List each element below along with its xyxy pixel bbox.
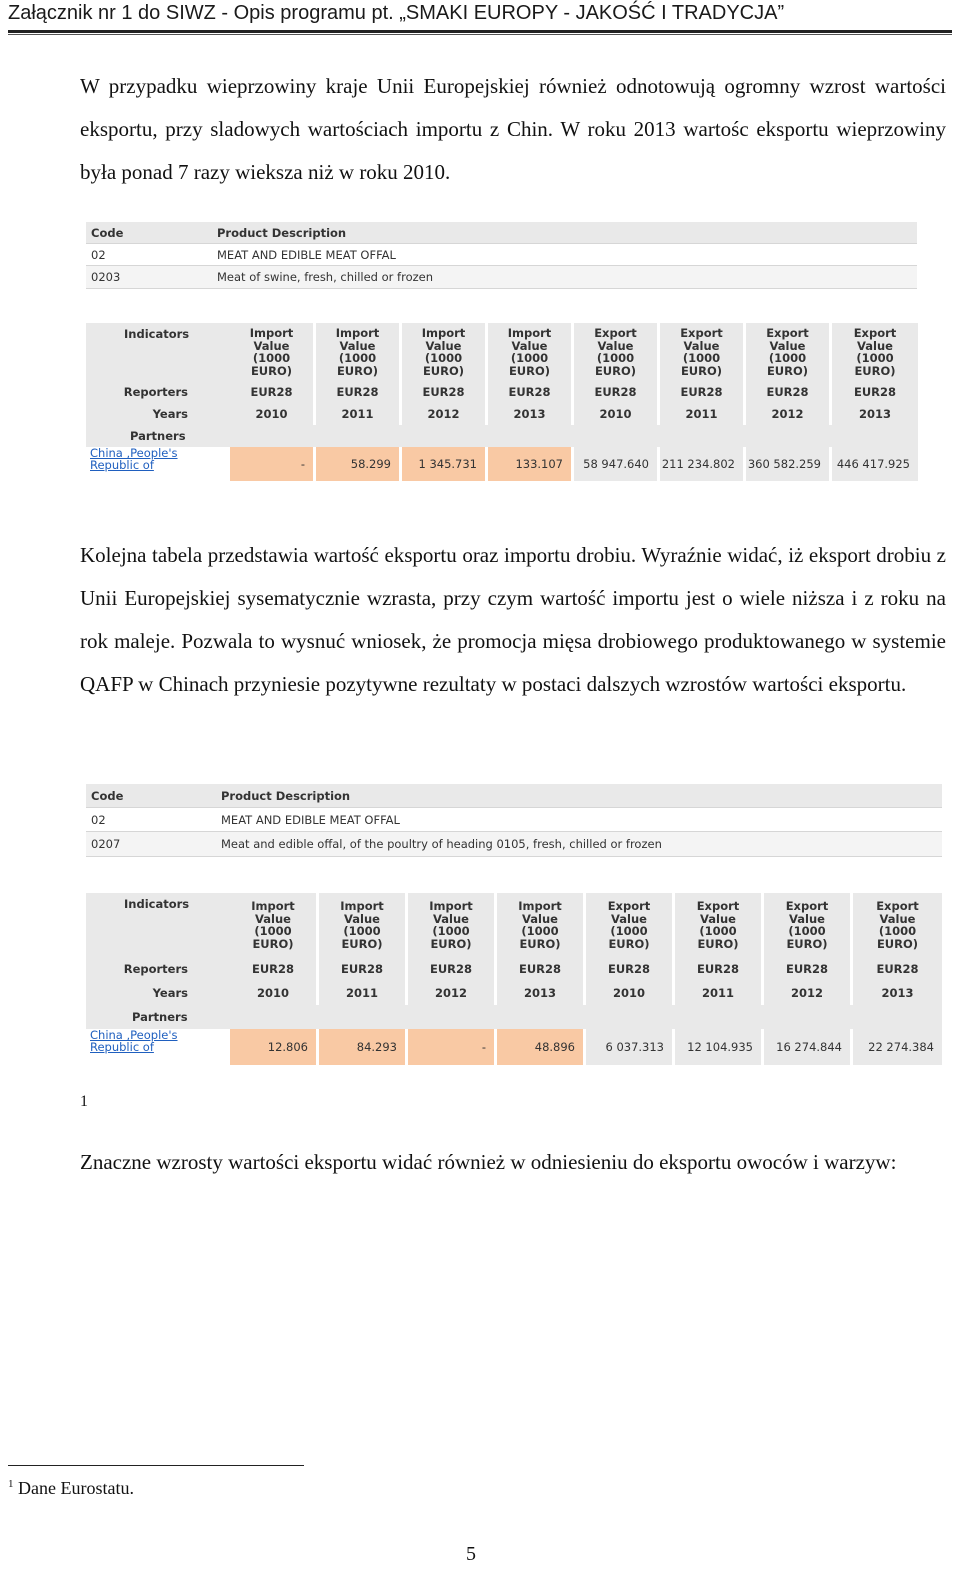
reporter-cell: EUR28 <box>402 381 488 403</box>
data-cell: 446 417.925 <box>832 447 918 481</box>
column-indicator: Import Value (1000 EURO) <box>408 893 497 957</box>
indicators-label: Indicators <box>86 323 230 381</box>
paragraph-pork: W przypadku wieprzowiny kraje Unii Europejskiej również odnotowują ogromny wzrost wartości eksportu, przy sladowych wartościach importu z Chin. W roku 2013 wartośc eksportu wieprzowiny była ponad 7 razy wieksza niż w roku 2010. <box>80 74 946 184</box>
reporter-cell: EUR28 <box>574 381 660 403</box>
year-cell: 2011 <box>319 981 408 1005</box>
footnote-reference: 1 <box>80 1093 88 1110</box>
paragraph-fruit-vegetables: Znaczne wzrosty wartości eksportu widać również w odniesieniu do eksportu owoców i warzyw: <box>80 1150 897 1174</box>
year-cell: 2012 <box>402 403 488 425</box>
year-cell: 2010 <box>574 403 660 425</box>
year-cell: 2012 <box>764 981 853 1005</box>
year-cell: 2013 <box>497 981 586 1005</box>
year-cell: 2011 <box>660 403 746 425</box>
reporters-label: Reporters <box>86 957 230 981</box>
code-cell: 0207 <box>91 837 121 851</box>
column-indicator: Import Value (1000 EURO) <box>316 323 402 381</box>
code-header: Code <box>91 788 124 803</box>
column-indicator: Export Value (1000 EURO) <box>853 893 942 957</box>
partner-link[interactable]: China ,People's <box>90 1028 178 1042</box>
reporter-cell: EUR28 <box>764 957 853 981</box>
footnote-separator <box>8 1465 304 1466</box>
column-indicator: Export Value (1000 EURO) <box>586 893 675 957</box>
year-cell: 2010 <box>586 981 675 1005</box>
data-cell: 58.299 <box>316 447 402 481</box>
footnote-text: Dane Eurostatu. <box>18 1478 134 1498</box>
data-cell: 22 274.384 <box>853 1029 942 1065</box>
column-indicator: Import Value (1000 EURO) <box>230 893 319 957</box>
year-cell: 2011 <box>675 981 764 1005</box>
partners-label: Partners <box>86 425 918 447</box>
column-indicator: Export Value (1000 EURO) <box>660 323 746 381</box>
indicators-label: Indicators <box>86 893 230 957</box>
code-cell: 0203 <box>91 270 121 284</box>
reporter-cell: EUR28 <box>230 381 316 403</box>
reporter-cell: EUR28 <box>586 957 675 981</box>
year-cell: 2013 <box>488 403 574 425</box>
reporter-cell: EUR28 <box>488 381 574 403</box>
desc-header: Product Description <box>217 225 347 240</box>
code-row <box>86 808 942 832</box>
desc-cell: Meat of swine, fresh, chilled or frozen <box>217 270 434 284</box>
data-cell: 16 274.844 <box>764 1029 853 1065</box>
header-title: Załącznik nr 1 do SIWZ - Opis programu pt. „SMAKI EUROPY - JAKOŚĆ I TRADYCJA” <box>8 2 785 24</box>
column-indicator: Import Value (1000 EURO) <box>319 893 408 957</box>
partner-cell[interactable] <box>86 1029 230 1065</box>
code-row <box>86 832 942 857</box>
years-label: Years <box>86 981 230 1005</box>
page-header <box>8 0 952 34</box>
year-cell: 2013 <box>853 981 942 1005</box>
code-header: Code <box>91 225 124 240</box>
column-indicator: Export Value (1000 EURO) <box>832 323 918 381</box>
reporters-label: Reporters <box>86 381 230 403</box>
page-number: 5 <box>466 1543 476 1565</box>
column-indicator: Export Value (1000 EURO) <box>675 893 764 957</box>
column-indicator: Import Value (1000 EURO) <box>497 893 586 957</box>
product-code-table <box>86 222 917 288</box>
reporter-cell: EUR28 <box>230 957 319 981</box>
eurostat-table-poultry <box>86 784 942 1069</box>
reporter-cell: EUR28 <box>832 381 918 403</box>
data-cell: 58 947.640 <box>574 447 660 481</box>
data-cell: 133.107 <box>488 447 574 481</box>
partner-link[interactable]: Republic of <box>90 458 154 472</box>
data-cell: - <box>230 447 316 481</box>
data-cell: - <box>408 1029 497 1065</box>
year-cell: 2010 <box>230 981 319 1005</box>
desc-header: Product Description <box>221 788 351 803</box>
reporter-cell: EUR28 <box>408 957 497 981</box>
desc-cell: MEAT AND EDIBLE MEAT OFFAL <box>221 812 400 827</box>
partners-label: Partners <box>86 1005 942 1029</box>
years-label: Years <box>86 403 230 425</box>
reporter-cell: EUR28 <box>660 381 746 403</box>
partner-link[interactable]: China ,People's <box>90 446 178 460</box>
data-cell: 12 104.935 <box>675 1029 764 1065</box>
reporter-cell: EUR28 <box>853 957 942 981</box>
code-row <box>86 266 917 289</box>
column-indicator: Import Value (1000 EURO) <box>230 323 316 381</box>
code-cell: 02 <box>91 812 106 827</box>
partner-cell[interactable] <box>86 447 230 481</box>
reporter-cell: EUR28 <box>746 381 832 403</box>
code-table-header <box>86 784 942 808</box>
year-cell: 2013 <box>832 403 918 425</box>
footnote-number: 1 <box>8 1478 14 1490</box>
column-indicator: Import Value (1000 EURO) <box>488 323 574 381</box>
year-cell: 2012 <box>746 403 832 425</box>
column-indicator: Export Value (1000 EURO) <box>764 893 853 957</box>
column-indicator: Export Value (1000 EURO) <box>574 323 660 381</box>
column-indicator: Import Value (1000 EURO) <box>402 323 488 381</box>
data-cell: 360 582.259 <box>746 447 832 481</box>
code-table-header <box>86 222 917 244</box>
product-code-table <box>86 784 942 856</box>
data-cell: 1 345.731 <box>402 447 488 481</box>
reporter-cell: EUR28 <box>316 381 402 403</box>
desc-cell: Meat and edible offal, of the poultry of heading 0105, fresh, chilled or frozen <box>221 837 662 851</box>
data-cell: 84.293 <box>319 1029 408 1065</box>
data-cell: 48.896 <box>497 1029 586 1065</box>
indicator-table <box>86 323 917 485</box>
year-cell: 2012 <box>408 981 497 1005</box>
desc-cell: MEAT AND EDIBLE MEAT OFFAL <box>217 247 396 262</box>
header-rule-thin <box>8 34 952 35</box>
reporter-cell: EUR28 <box>675 957 764 981</box>
header-rule <box>8 30 952 33</box>
year-cell: 2010 <box>230 403 316 425</box>
partner-link[interactable]: Republic of <box>90 1040 154 1054</box>
data-cell: 6 037.313 <box>586 1029 675 1065</box>
indicator-table <box>86 893 942 1069</box>
column-indicator: Export Value (1000 EURO) <box>746 323 832 381</box>
eurostat-table-pork <box>86 222 917 490</box>
year-cell: 2011 <box>316 403 402 425</box>
paragraph-poultry: Kolejna tabela przedstawia wartość eksportu oraz importu drobiu. Wyraźnie widać, iż eksport drobiu z Unii Europejskiej sysematycznie wzrasta, przy czym wartość importu jest o wiele niższa i z roku na rok maleje. Pozwala to wysnuć wniosek, że promocja mięsa drobiowego produktowanego w systemie QAFP w Chinach przyniesie pozytywne rezultaty w postaci dalszych wzrostów wartości eksportu. <box>80 543 946 696</box>
data-cell: 211 234.802 <box>660 447 746 481</box>
reporter-cell: EUR28 <box>497 957 586 981</box>
reporter-cell: EUR28 <box>319 957 408 981</box>
data-cell: 12.806 <box>230 1029 319 1065</box>
code-cell: 02 <box>91 247 106 262</box>
footnote <box>8 1478 134 1499</box>
code-row <box>86 244 917 266</box>
